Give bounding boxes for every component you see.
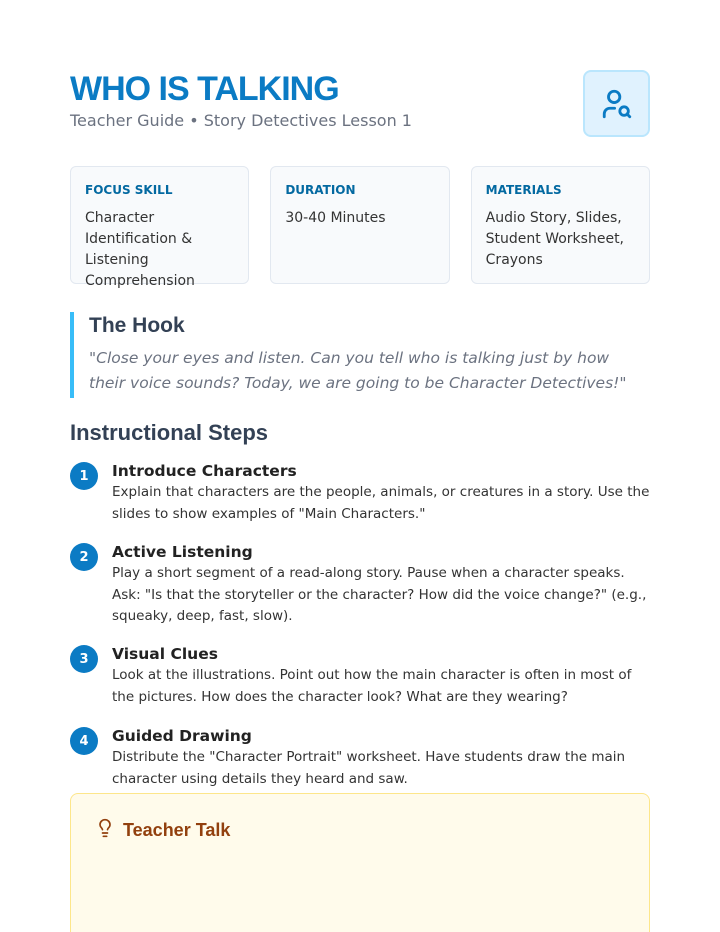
page-title: WHO IS TALKING: [70, 70, 339, 108]
step-number-badge: 4: [70, 727, 98, 755]
user-search-icon: [583, 70, 650, 137]
info-card-materials: [471, 166, 650, 284]
step-item: [70, 725, 650, 790]
steps-section-title: Instructional Steps: [70, 420, 269, 445]
card-label: DURATION: [285, 183, 356, 197]
step-description: Look at the illustrations. Point out how the main character is often in most of the pictures. How does the character look? What are they wearing?: [112, 667, 632, 705]
hook-section: [70, 312, 650, 398]
info-card-focus-skill: [70, 166, 249, 289]
step-description: Explain that characters are the people, animals, or creatures in a story. Use the slides to show examples of "Main Characters.": [112, 484, 650, 522]
page-subtitle: Teacher Guide • Story Detectives Lesson 1: [70, 111, 412, 130]
hook-title: The Hook: [89, 314, 185, 337]
teacher-talk-box: [70, 793, 650, 932]
info-card-duration: [270, 166, 449, 284]
step-title: Visual Clues: [112, 645, 218, 663]
step-item: [70, 541, 650, 628]
info-cards: [70, 166, 650, 289]
step-item: [70, 643, 650, 708]
step-title: Guided Drawing: [112, 727, 252, 745]
step-number-badge: 3: [70, 645, 98, 673]
header: [70, 70, 650, 140]
card-value: 30-40 Minutes: [285, 210, 386, 226]
step-title: Introduce Characters: [112, 462, 297, 480]
card-value: Audio Story, Slides, Student Worksheet, Crayons: [485, 210, 625, 268]
step-item: [70, 460, 650, 525]
card-label: FOCUS SKILL: [85, 183, 173, 197]
card-label: MATERIALS: [485, 183, 562, 197]
step-number-badge: 1: [70, 462, 98, 490]
card-value: Character Identification & Listening Comprehension: [85, 210, 195, 289]
lightbulb-icon: [95, 818, 115, 842]
step-title: Active Listening: [112, 543, 253, 561]
teacher-talk-header: [95, 818, 230, 842]
teacher-talk-title: Teacher Talk: [123, 820, 231, 840]
step-description: Distribute the "Character Portrait" worksheet. Have students draw the main character using details they heard and saw.: [112, 749, 626, 787]
step-number-badge: 2: [70, 543, 98, 571]
hook-quote: "Close your eyes and listen. Can you tell who is talking just by how their voice sounds? Today, we are going to be Character Detectives!": [89, 349, 627, 392]
step-description: Play a short segment of a read-along story. Pause when a character speaks. Ask: "Is that the storyteller or the character? How did the voice change?" (e.g., squeaky, deep, fast, slow).: [112, 565, 647, 624]
